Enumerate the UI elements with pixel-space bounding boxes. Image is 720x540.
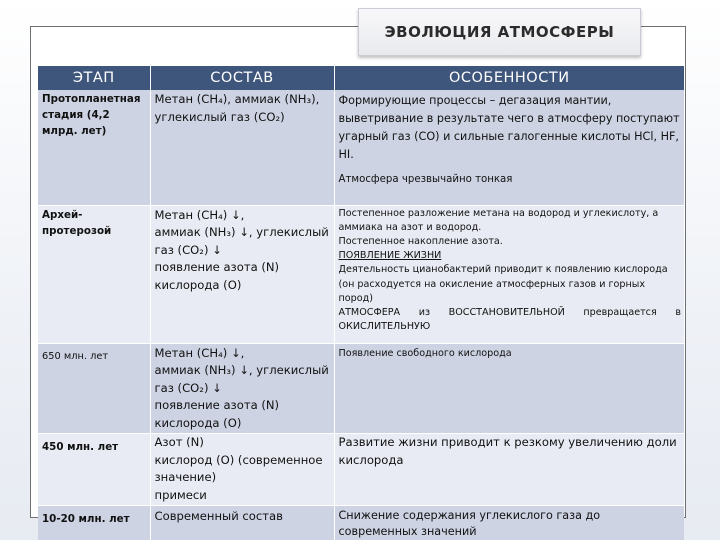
- title-box: [358, 8, 641, 56]
- stage-cell: Архей-протерозой: [38, 205, 150, 343]
- composition-cell: [150, 343, 334, 434]
- composition-line: Современный состав: [154, 509, 283, 523]
- header-features: ОСОБЕННОСТИ: [334, 66, 684, 90]
- feature-text: Атмосфера чрезвычайно тонкая: [338, 174, 513, 185]
- stage-cell: 650 млн. лет: [38, 343, 150, 434]
- features-cell: [334, 506, 684, 540]
- features-cell: [334, 434, 684, 506]
- composition-line: аммиак (NH₃) ↓, углекислый: [154, 225, 329, 239]
- stage-cell: 450 млн. лет: [38, 434, 150, 506]
- page-title: ЭВОЛЮЦИЯ АТМОСФЕРЫ: [384, 23, 615, 41]
- feature-text: Деятельность цианобактерий приводит к появлению кислорода (он расходуется на окисление атмосферных газов и горных пород): [338, 264, 668, 304]
- features-cell: [334, 205, 684, 343]
- table-header-row: [38, 66, 684, 90]
- composition-line: газ (CO₂) ↓: [154, 242, 222, 257]
- table-row: [38, 205, 684, 343]
- atmosphere-evolution-table: [38, 66, 684, 540]
- feature-text: Развитие жизни приводит к резкому увеличению доли кислорода: [338, 435, 677, 467]
- stage-cell: 10-20 млн. лет: [38, 506, 150, 540]
- feature-text: ПОЯВЛЕНИЕ ЖИЗНИ: [338, 250, 442, 262]
- feature-text: Появление свободного кислорода: [338, 347, 512, 359]
- composition-line: появление азота (N): [154, 398, 280, 412]
- composition-cell: [150, 434, 334, 506]
- feature-text: АТМОСФЕРА из ВОССТАНОВИТЕЛЬНОЙ превращается в ОКИСЛИТЕЛЬНУЮ: [338, 306, 681, 333]
- features-cell: [334, 343, 684, 434]
- composition-cell: [150, 506, 334, 540]
- table-row: [38, 90, 684, 205]
- features-cell: [334, 90, 684, 205]
- header-composition: СОСТАВ: [150, 66, 334, 90]
- stage-cell: Протопланетная стадия (4,2 млрд. лет): [38, 90, 150, 205]
- feature-text: Постепенное разложение метана на водород и углекислоту, а аммиака на азот и водород.: [338, 207, 659, 233]
- composition-line: кислорода (O): [154, 415, 242, 430]
- composition-cell: Метан (CH₄), аммиак (NH₃), углекислый газ (CO₂): [150, 90, 334, 205]
- composition-line: аммиак (NH₃) ↓, углекислый: [154, 363, 329, 377]
- table-row: [38, 506, 684, 540]
- feature-text: Формирующие процессы – дегазация мантии, выветривание в результате чего в атмосферу поступают угарный газ (CO) и сильные галогенные кислоты HCl, HF, HI.: [338, 94, 680, 161]
- composition-line: Метан (CH₄) ↓,: [154, 207, 245, 222]
- composition-line: появление азота (N): [154, 260, 280, 274]
- composition-line: значение): [154, 470, 217, 484]
- feature-text: Постепенное накопление азота.: [338, 235, 503, 247]
- composition-line: кислород (O) (современное: [154, 452, 323, 467]
- composition-cell: [150, 205, 334, 343]
- composition-line: Азот (N): [154, 435, 204, 449]
- composition-line: кислорода (O): [154, 277, 242, 292]
- header-stage: ЭТАП: [38, 66, 150, 90]
- composition-line: газ (CO₂) ↓: [154, 380, 222, 395]
- table-row: [38, 343, 684, 434]
- table-row: [38, 434, 684, 506]
- feature-text: Снижение содержания углекислого газа до современных значений: [338, 509, 601, 538]
- composition-line: Метан (CH₄) ↓,: [154, 345, 245, 360]
- composition-line: примеси: [154, 487, 207, 502]
